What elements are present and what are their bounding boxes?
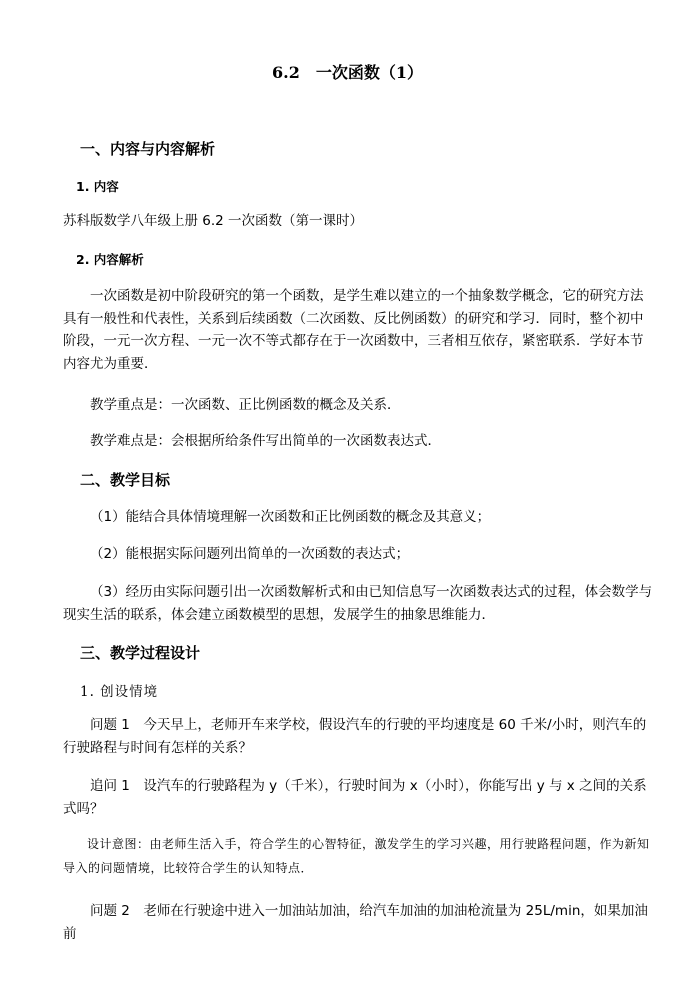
step-create-scenario: 1. 创设情境 [80,684,159,700]
subheading-content-analysis [76,250,144,268]
document-title: 6.2 一次函数（1） [272,63,423,82]
design-intent-paragraph: 设计意图：由老师生活入手，符合学生的心智特征，激发学生的学习兴趣，用行驶路程问题，作为新知导入的问题情境，比较符合学生的认知特点． [63,837,650,875]
subheading-analysis-label: 2. 内容解析 [76,252,144,267]
section-heading-content-analysis: 一、内容与内容解析 [80,140,216,158]
goal-item-1: （1）能结合具体情境理解一次函数和正比例函数的概念及其意义； [90,509,491,525]
section-heading-teaching-goals: 二、教学目标 [80,471,171,489]
key-point-paragraph: 教学重点是：一次函数、正比例函数的概念及关系． [90,397,401,413]
difficulty-paragraph: 教学难点是：会根据所给条件写出简单的一次函数表达式． [90,433,441,449]
goal-item-2: （2）能根据实际问题列出简单的一次函数的表达式； [90,546,410,562]
content-paragraph: 苏科版数学八年级上册 6.2 一次函数（第一课时） [63,213,364,229]
followup-1-paragraph: 追问 1 设汽车的行驶路程为 y（千米），行驶时间为 x（小时），你能写出 y 与 x 之间的关系式吗？ [63,778,647,817]
section-heading-process-design: 三、教学过程设计 [80,644,201,662]
question-2-paragraph: 问题 2 老师在行驶途中进入一加油站加油，给汽车加油的加油枪流量为 25L/min，如果加油前 [63,903,648,942]
subheading-content-label: 1. 内容 [76,179,119,194]
subheading-content [76,177,119,195]
question-1-paragraph: 问题 1 今天早上，老师开车来学校，假设汽车的行驶的平均速度是 60 千米/小时，则汽车的行驶路程与时间有怎样的关系？ [63,717,647,756]
goal-item-3: （3）经历由实际问题引出一次函数解析式和由已知信息写一次函数表达式的过程，体会数学与现实生活的联系，体会建立函数模型的思想，发展学生的抽象思维能力． [63,584,653,623]
analysis-paragraph: 一次函数是初中阶段研究的第一个函数，是学生难以建立的一个抽象数学概念，它的研究方法具有一般性和代表性，关系到后续函数（二次函数、反比例函数）的研究和学习．同时，整个初中阶段，一元一次方程、一元一次不等式都存在于一次函数中，三者相互依存，紧密联系．学好本节内容尤为重要． [63,288,644,372]
